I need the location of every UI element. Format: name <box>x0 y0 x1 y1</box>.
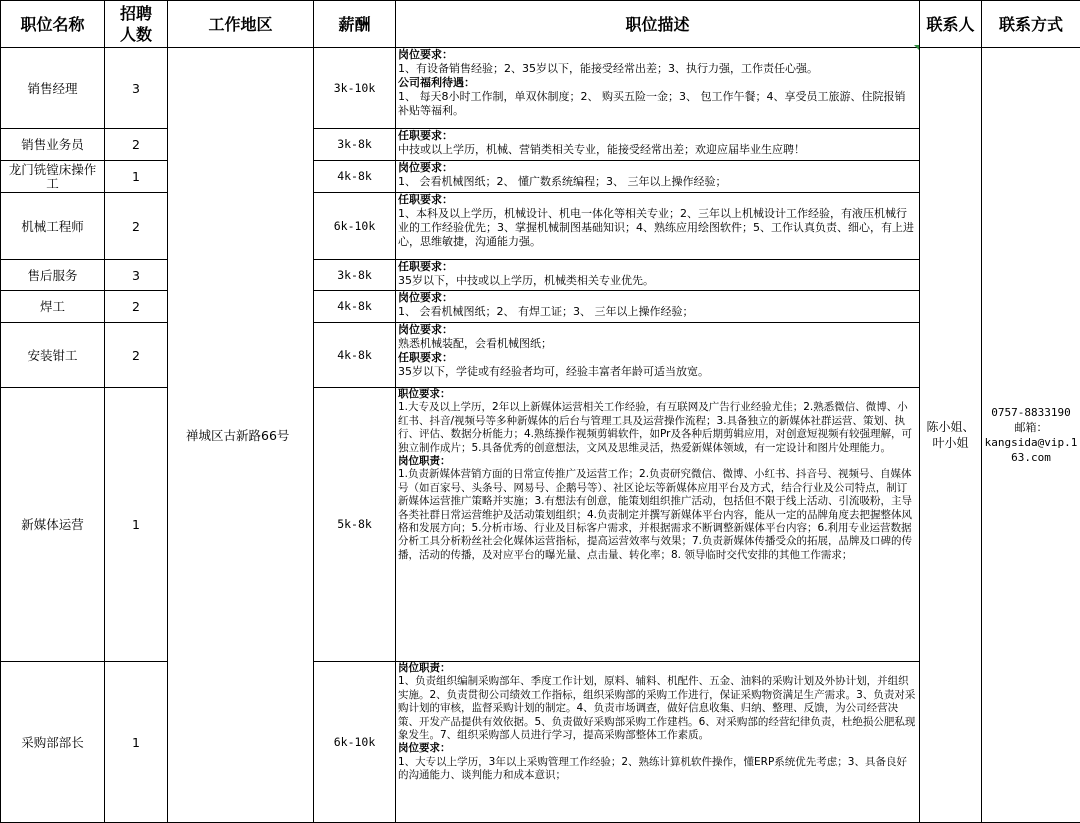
salary: 4k-8k <box>314 291 396 323</box>
table-row <box>1 48 1080 129</box>
salary: 3k-10k <box>314 48 396 129</box>
salary: 5k-8k <box>314 388 396 662</box>
header-description: 职位描述 <box>396 1 920 48</box>
desc-heading: 公司福利待遇： <box>398 76 916 90</box>
table-row <box>1 260 1080 291</box>
desc-heading: 任职要求： <box>398 260 916 274</box>
desc-heading: 岗位要求： <box>398 323 916 337</box>
headcount: 2 <box>105 291 168 323</box>
job-description <box>396 161 920 193</box>
desc-heading: 任职要求： <box>398 351 916 365</box>
contact-method <box>982 48 1080 823</box>
salary: 4k-8k <box>314 161 396 193</box>
desc-text: 1、本科及以上学历，机械设计、机电一体化等相关专业；2、三年以上机械设计工作经验，有液压机械行业的工作经验优先；3、掌握机械制图基础知识；4、熟练应用绘图软件；5、工作认真负责、细心，有上进心，思维敏捷，沟通能力强。 <box>398 207 916 249</box>
headcount: 2 <box>105 323 168 388</box>
header-salary: 薪酬 <box>314 1 396 48</box>
desc-heading: 岗位职责： <box>398 455 916 468</box>
job-description <box>396 129 920 161</box>
desc-heading: 职位要求： <box>398 388 916 401</box>
desc-text: 1.负责新媒体营销方面的日常宣传推广及运营工作；2.负责研究微信、微博、小红书、抖音号、视频号、自媒体号（如百家号、头条号、网易号、企鹅号等）、社区论坛等新媒体应用平台及方式，结合行业及公司特点，制订新媒体运营推广策略并实施；3.有想法有创意，能策划组织推广活动，包括但不限于线上活动、引流吸粉，主导各类社群日常运营维护及活动策划组织；4.负责制定并撰写新媒体平台内容，能从一定的品牌角度去把握整体风格和发展方向；5.分析市场、行业及目标客户需求，并根据需求不断调整新媒体平台内容；6.利用专业运营数据分析工具分析粉丝社会化媒体运营指标，提高运营效率与效果；7.负责新媒体传播受众的拓展，品牌及口碑的传播，活动的传播，及对应平台的曝光量、点击量、转化率；8. 领导临时交代安排的其他工作需求； <box>398 468 916 562</box>
desc-text: 中技或以上学历，机械、营销类相关专业，能接受经常出差；欢迎应届毕业生应聘！ <box>398 143 916 157</box>
job-description <box>396 662 920 823</box>
desc-text: 1、 每天8小时工作制，单双休制度；2、 购买五险一金；3、 包工作午餐；4、享受员工旅游、住院报销补贴等福利。 <box>398 90 916 118</box>
position-title: 安装钳工 <box>1 323 105 388</box>
desc-heading: 任职要求： <box>398 193 916 207</box>
header-area: 工作地区 <box>168 1 314 48</box>
desc-text: 1、大专以上学历，3年以上采购管理工作经验；2、熟练计算机软件操作，懂ERP系统优先考虑；3、具备良好的沟通能力、谈判能力和成本意识； <box>398 756 916 783</box>
salary: 6k-10k <box>314 193 396 260</box>
headcount: 2 <box>105 193 168 260</box>
email-label: 邮箱： <box>983 420 1079 435</box>
headcount: 3 <box>105 48 168 129</box>
headcount: 2 <box>105 129 168 161</box>
position-title: 销售经理 <box>1 48 105 129</box>
salary: 3k-8k <box>314 129 396 161</box>
position-title: 售后服务 <box>1 260 105 291</box>
header-count: 招聘人数 <box>105 1 168 48</box>
job-description <box>396 388 920 662</box>
position-title: 龙门铣镗床操作工 <box>1 161 105 193</box>
table-row <box>1 388 1080 662</box>
desc-heading: 岗位要求： <box>398 291 916 305</box>
table-row <box>1 291 1080 323</box>
desc-heading: 岗位要求： <box>398 742 916 755</box>
table-row <box>1 323 1080 388</box>
headcount: 1 <box>105 161 168 193</box>
job-description <box>396 48 920 129</box>
desc-text: 1.大专及以上学历，2年以上新媒体运营相关工作经验，有互联网及广告行业经验尤佳；2.熟悉微信、微博、小红书、抖音/视频号等多种新媒体的后台与管理工具及运营操作流程；3.具备独立的新媒体社群运营、策划、执行、评估、数据分析能力；4.熟练操作视频剪辑软件，如Pr及各种后期剪辑应用，对创意短视频有较强理解，可独立制作成片；5.具备优秀的创意想法，文风及思维灵活，热爱新媒体领域，有一定设计和图片处理能力。 <box>398 401 916 455</box>
position-title: 新媒体运营 <box>1 388 105 662</box>
desc-text: 1、 会看机械图纸；2、 有焊工证；3、 三年以上操作经验； <box>398 305 916 319</box>
cell-comment-marker <box>914 45 919 50</box>
headcount: 1 <box>105 662 168 823</box>
header-row <box>1 1 1080 48</box>
position-title: 机械工程师 <box>1 193 105 260</box>
desc-text: 1、负责组织编制采购部年、季度工作计划，原料、辅料、机配件、五金、油料的采购计划及外协计划，并组织实施。2、负责贯彻公司绩效工作指标，组织采购部的采购工作进行，保证采购物资满足生产需求。3、负责对采购计划的审核，监督采购计划的制定。4、负责市场调查，做好信息收集、归纳、整理、反馈，为公司经营决策、开发产品提供有效依据。5、负责做好采购部采购工作建档。6、对采购部的经营纪律负责，杜绝损公肥私现象发生。7、组织采购部人员进行学习，提高采购部整体工作素质。 <box>398 675 916 742</box>
desc-heading: 岗位要求： <box>398 161 916 175</box>
headcount: 1 <box>105 388 168 662</box>
job-description <box>396 193 920 260</box>
table-row <box>1 193 1080 260</box>
header-position: 职位名称 <box>1 1 105 48</box>
header-contact-method: 联系方式 <box>982 1 1080 48</box>
salary: 6k-10k <box>314 662 396 823</box>
table-row <box>1 161 1080 193</box>
table-row <box>1 129 1080 161</box>
contact-person: 陈小姐、叶小姐 <box>920 48 982 823</box>
desc-text: 35岁以下，学徒或有经验者均可，经验丰富者年龄可适当放宽。 <box>398 365 916 379</box>
desc-heading: 岗位要求： <box>398 48 916 62</box>
salary: 3k-8k <box>314 260 396 291</box>
header-contact: 联系人 <box>920 1 982 48</box>
position-title: 焊工 <box>1 291 105 323</box>
salary: 4k-8k <box>314 323 396 388</box>
desc-text: 1、 会看机械图纸；2、 懂广数系统编程；3、 三年以上操作经验； <box>398 175 916 189</box>
work-area: 禅城区古新路66号 <box>168 48 314 823</box>
desc-text: 35岁以下，中技或以上学历，机械类相关专业优先。 <box>398 274 916 288</box>
phone-number: 0757-8833190 <box>983 405 1079 420</box>
desc-heading: 岗位职责： <box>398 662 916 675</box>
desc-text: 熟悉机械装配，会看机械图纸； <box>398 337 916 351</box>
email-address: kangsida@vip.163.com <box>983 435 1079 465</box>
job-description <box>396 323 920 388</box>
job-description <box>396 291 920 323</box>
desc-heading: 任职要求： <box>398 129 916 143</box>
headcount: 3 <box>105 260 168 291</box>
table-row <box>1 662 1080 823</box>
position-title: 采购部部长 <box>1 662 105 823</box>
position-title: 销售业务员 <box>1 129 105 161</box>
desc-text: 1、有设备销售经验；2、35岁以下，能接受经常出差；3、执行力强，工作责任心强。 <box>398 62 916 76</box>
job-description <box>396 260 920 291</box>
